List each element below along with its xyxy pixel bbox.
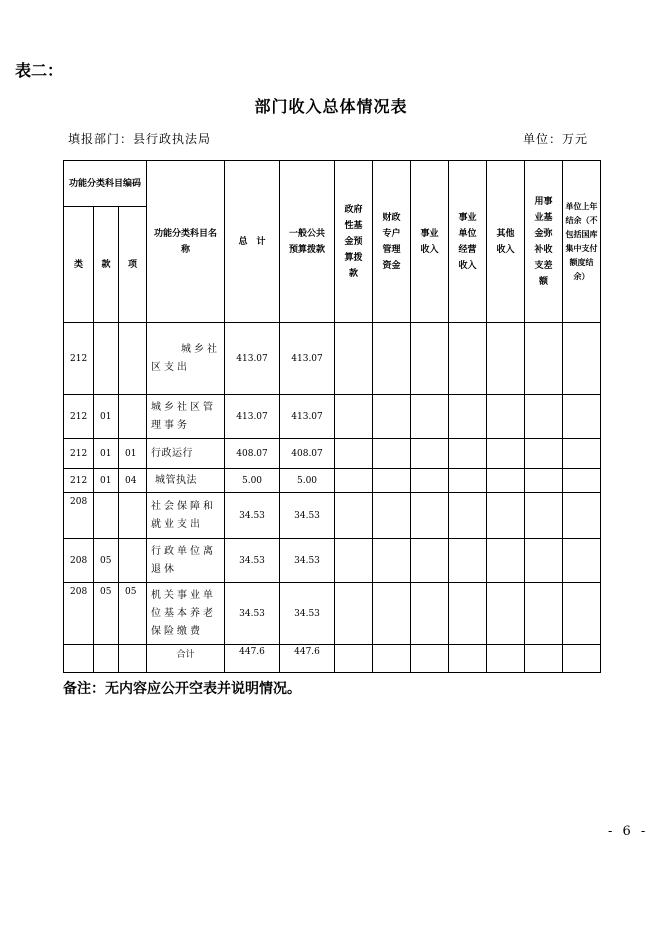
page-title: 部门收入总体情况表 <box>254 97 408 116</box>
cell-general: 34.53 <box>280 493 335 539</box>
cell-total: 34.53 <box>225 493 280 539</box>
cell-name: 机关事业单位基本养老保险缴费 <box>147 583 225 645</box>
cell-xiang: 05 <box>119 583 147 645</box>
cell-lei: 208 <box>64 583 94 645</box>
header-unit-operation: 事业单位经营收入 <box>449 161 487 323</box>
table-row <box>64 439 601 469</box>
header-fiscal-special: 财政专户管理资金 <box>373 161 411 323</box>
cell-kuan: 05 <box>94 583 119 645</box>
cell-lei: 212 <box>64 323 94 395</box>
cell-lei: 208 <box>64 539 94 583</box>
cell-name: 城乡社区管理事务 <box>147 395 225 439</box>
cell-sum-name: 合计 <box>147 645 225 673</box>
cell-lei: 212 <box>64 439 94 469</box>
header-business-income: 事业收入 <box>411 161 449 323</box>
header-xiang: 项 <box>119 207 147 323</box>
cell-general: 34.53 <box>280 539 335 583</box>
cell-name: 城乡社区支出 <box>147 323 225 395</box>
cell-sum-total: 447.6 <box>225 645 280 673</box>
table-row <box>64 395 601 439</box>
cell-kuan <box>94 493 119 539</box>
cell-name: 行政单位离退休 <box>147 539 225 583</box>
cell-lei: 212 <box>64 395 94 439</box>
cell-kuan: 01 <box>94 395 119 439</box>
cell-general: 413.07 <box>280 395 335 439</box>
table-row <box>64 469 601 493</box>
cell-kuan: 01 <box>94 469 119 493</box>
footnote: 备注：无内容应公开空表并说明情况。 <box>63 681 301 697</box>
cell-name: 社会保障和就业支出 <box>147 493 225 539</box>
table-row <box>64 493 601 539</box>
sum-row <box>64 645 601 673</box>
cell-name: 城管执法 <box>147 469 225 493</box>
cell-general: 34.53 <box>280 583 335 645</box>
cell-xiang: 01 <box>119 439 147 469</box>
page-number: - 6 - <box>608 824 649 839</box>
cell-total: 408.07 <box>225 439 280 469</box>
header-func-name: 功能分类科目名称 <box>147 161 225 323</box>
header-last-year-balance: 单位上年结余（不包括国库集中支付额度结余） <box>563 161 601 323</box>
cell-total: 5.00 <box>225 469 280 493</box>
cell-xiang <box>119 493 147 539</box>
header-total: 总 计 <box>225 161 280 323</box>
header-kuan: 款 <box>94 207 119 323</box>
cell-xiang <box>119 539 147 583</box>
header-gov-fund: 政府性基金预算拨款 <box>335 161 373 323</box>
cell-lei: 208 <box>64 493 94 539</box>
cell-lei: 212 <box>64 469 94 493</box>
cell-name: 行政运行 <box>147 439 225 469</box>
cell-kuan: 05 <box>94 539 119 583</box>
cell-xiang <box>119 323 147 395</box>
cell-kuan <box>94 323 119 395</box>
cell-general: 413.07 <box>280 323 335 395</box>
page-label: 表二： <box>15 61 64 80</box>
cell-sum-general: 447.6 <box>280 645 335 673</box>
cell-general: 408.07 <box>280 439 335 469</box>
header-fund-makeup: 用事业基金弥补收支差额 <box>525 161 563 323</box>
unit-label: 单位：万元 <box>523 132 589 146</box>
table-row <box>64 583 601 645</box>
cell-total: 413.07 <box>225 323 280 395</box>
cell-general: 5.00 <box>280 469 335 493</box>
header-general-budget: 一般公共预算拨款 <box>280 161 335 323</box>
cell-total: 34.53 <box>225 539 280 583</box>
header-lei: 类 <box>64 207 94 323</box>
fill-department: 填报部门：县行政执法局 <box>68 132 212 146</box>
cell-xiang <box>119 395 147 439</box>
cell-xiang: 04 <box>119 469 147 493</box>
table-row <box>64 323 601 395</box>
header-code-group: 功能分类科目编码 <box>64 161 147 207</box>
cell-total: 413.07 <box>225 395 280 439</box>
cell-total: 34.53 <box>225 583 280 645</box>
income-table <box>63 160 601 673</box>
header-other-income: 其他收入 <box>487 161 525 323</box>
table-row <box>64 539 601 583</box>
cell-kuan: 01 <box>94 439 119 469</box>
